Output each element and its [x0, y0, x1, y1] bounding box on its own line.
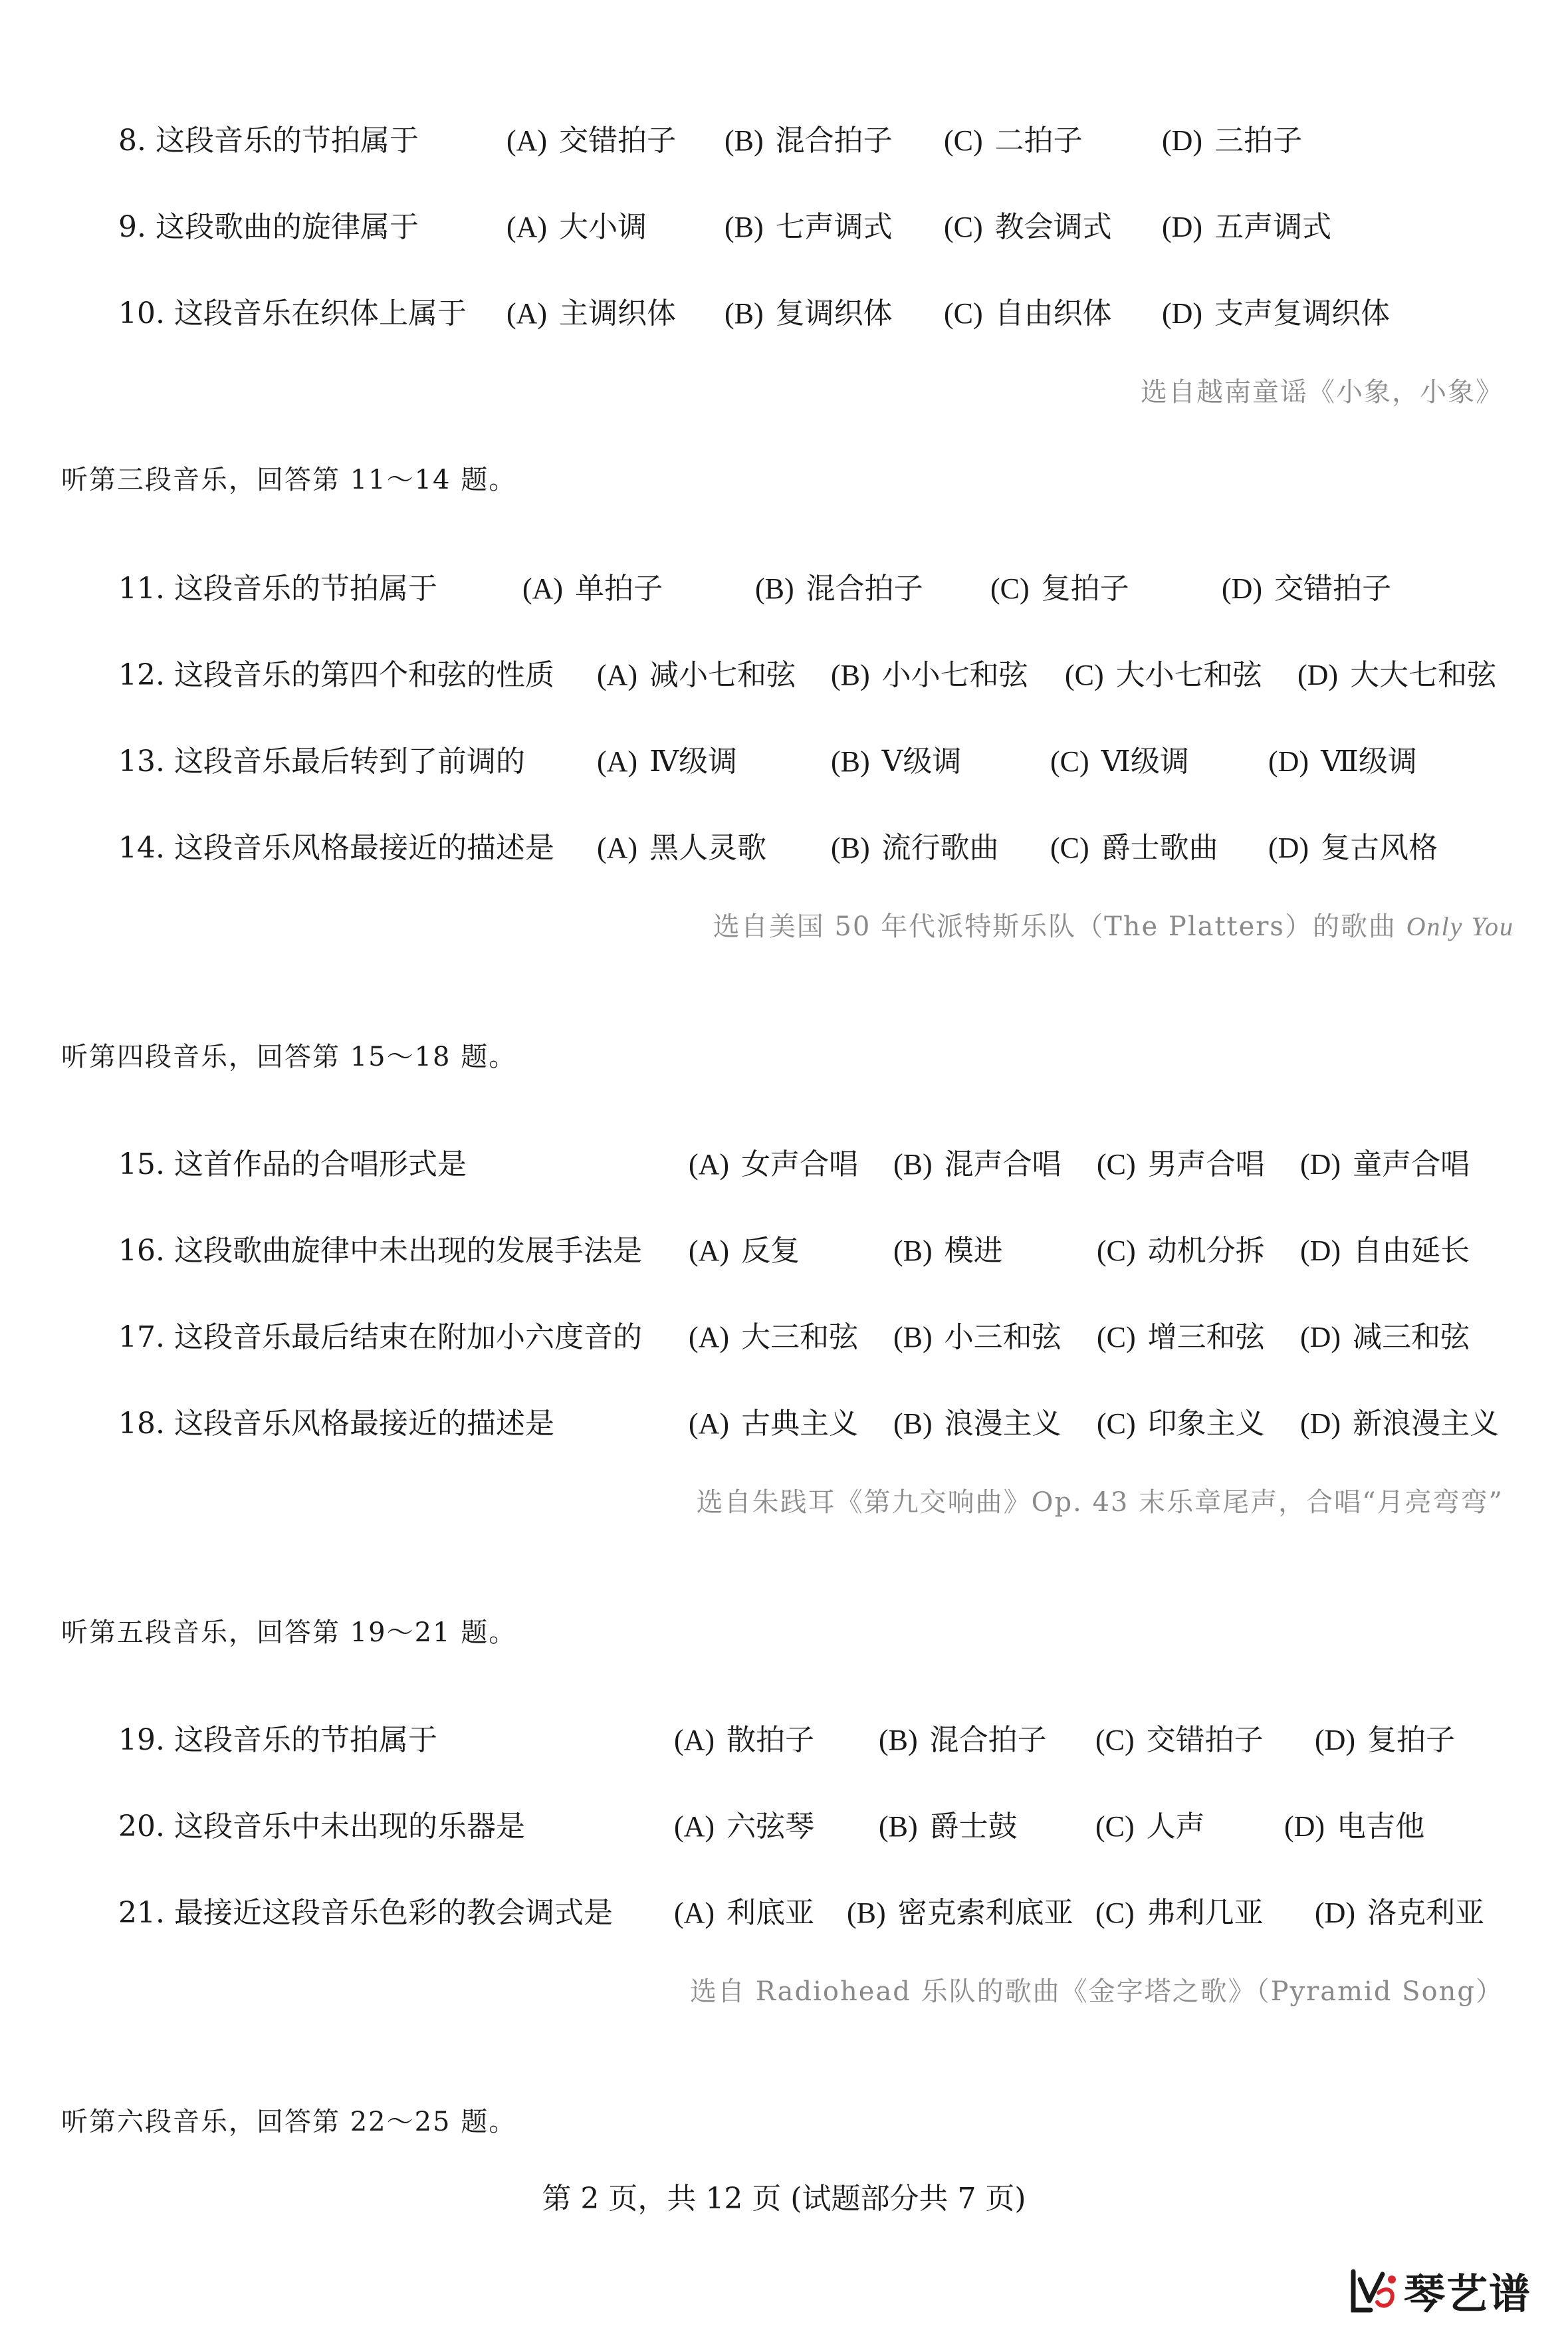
answer-option — [674, 1720, 814, 1760]
option-text: Ⅵ级调 — [1101, 745, 1189, 778]
option-text: 女声合唱 — [741, 1147, 859, 1181]
option-text: 主调织体 — [559, 296, 677, 330]
option-letter: (B) — [725, 297, 764, 330]
option-text: 交错拍子 — [1146, 1723, 1264, 1757]
option-letter: (A) — [689, 1321, 730, 1353]
answer-option — [1050, 742, 1189, 782]
answer-option — [506, 294, 676, 334]
option-text: 爵士歌曲 — [1101, 831, 1218, 865]
option-text: 大小七和弦 — [1115, 658, 1262, 692]
answer-option — [522, 569, 663, 609]
answer-option — [831, 655, 1028, 695]
option-letter: (B) — [831, 832, 870, 864]
option-text: 弗利几亚 — [1146, 1896, 1264, 1930]
option-text: 单拍子 — [575, 572, 663, 606]
option-letter: (A) — [506, 211, 548, 243]
option-letter: (C) — [1097, 1234, 1136, 1267]
option-text: 复拍子 — [1367, 1723, 1456, 1757]
option-letter: (C) — [944, 211, 983, 243]
question-stem: 17. 这段音乐最后结束在附加小六度音的 — [118, 1320, 642, 1354]
option-letter: (D) — [1297, 659, 1339, 691]
option-text: Ⅶ级调 — [1321, 745, 1417, 778]
watermark-logo — [1348, 2260, 1547, 2320]
option-letter: (B) — [725, 124, 764, 157]
answer-option — [847, 1893, 1073, 1933]
answer-option — [1300, 1145, 1470, 1185]
option-text: 教会调式 — [994, 210, 1112, 244]
option-letter: (A) — [597, 745, 638, 778]
option-text: 大三和弦 — [741, 1320, 859, 1354]
source-text: 选自 Radiohead 乐队的歌曲《金字塔之歌》（Pyramid Song） — [689, 1976, 1504, 2007]
question-stem: 9. 这段歌曲的旋律属于 — [118, 210, 419, 244]
option-text: 交错拍子 — [559, 124, 677, 158]
option-letter: (C) — [1095, 1897, 1135, 1929]
option-letter: (B) — [879, 1810, 918, 1843]
option-letter: (C) — [1095, 1724, 1135, 1756]
option-letter: (C) — [1097, 1148, 1136, 1181]
answer-option — [1315, 1893, 1484, 1933]
option-text: 混合拍子 — [929, 1723, 1047, 1757]
answer-option — [1268, 828, 1438, 868]
option-letter: (C) — [1050, 832, 1089, 864]
option-letter: (D) — [1162, 297, 1203, 330]
question-stem: 10. 这段音乐在织体上属于 — [118, 296, 467, 330]
answer-option — [879, 1720, 1047, 1760]
option-letter: (B) — [893, 1407, 933, 1440]
source-text: 选自朱践耳《第九交响曲》Op. 43 末乐章尾声，合唱“月亮弯弯” — [696, 1487, 1504, 1518]
option-letter: (D) — [1162, 211, 1203, 243]
question-stem: 11. 这段音乐的节拍属于 — [118, 572, 437, 606]
question-stem: 18. 这段音乐风格最接近的描述是 — [118, 1407, 554, 1441]
option-letter: (A) — [674, 1724, 715, 1756]
answer-option — [893, 1318, 1062, 1357]
answer-option — [1162, 121, 1302, 161]
answer-option — [1300, 1404, 1499, 1444]
option-letter: (C) — [1097, 1407, 1136, 1440]
option-text: 大小调 — [559, 210, 647, 244]
question-stem: 19. 这段音乐的节拍属于 — [118, 1723, 437, 1757]
option-text: Ⅳ级调 — [649, 745, 738, 778]
answer-option — [1162, 207, 1331, 247]
answer-option — [1095, 1720, 1264, 1760]
option-letter: (D) — [1300, 1407, 1341, 1440]
option-text: 古典主义 — [741, 1407, 859, 1441]
option-letter: (C) — [1097, 1321, 1136, 1353]
option-text: 动机分拆 — [1147, 1234, 1265, 1268]
option-letter: (A) — [689, 1407, 730, 1440]
answer-option — [689, 1231, 800, 1271]
question-stem: 20. 这段音乐中未出现的乐器是 — [118, 1809, 525, 1843]
option-text: 反复 — [741, 1234, 800, 1268]
answer-option — [689, 1404, 858, 1444]
answer-option — [1300, 1231, 1470, 1271]
option-letter: (A) — [506, 297, 548, 330]
answer-option — [1095, 1807, 1205, 1847]
answer-option — [990, 569, 1129, 609]
option-text: 减三和弦 — [1353, 1320, 1470, 1354]
answer-option — [1222, 569, 1391, 609]
section-heading: 听第四段音乐，回答第 15～18 题。 — [61, 1042, 517, 1072]
option-text: 支声复调织体 — [1214, 296, 1391, 330]
option-letter: (D) — [1300, 1321, 1341, 1353]
option-text: 自由织体 — [994, 296, 1112, 330]
question-stem: 14. 这段音乐风格最接近的描述是 — [118, 831, 554, 865]
option-text: Ⅴ级调 — [881, 745, 962, 778]
answer-option — [725, 207, 893, 247]
answer-option — [831, 828, 999, 868]
option-text: 复拍子 — [1041, 572, 1129, 606]
answer-option — [755, 569, 923, 609]
option-text: 二拍子 — [994, 124, 1083, 158]
answer-option — [944, 121, 1083, 161]
option-letter: (A) — [522, 572, 564, 605]
option-text: 增三和弦 — [1147, 1320, 1265, 1354]
option-letter: (C) — [1050, 745, 1089, 778]
section-heading: 听第五段音乐，回答第 19～21 题。 — [61, 1617, 517, 1648]
answer-option — [597, 655, 796, 695]
option-text: 交错拍子 — [1274, 572, 1392, 606]
qinyipu-logo-icon — [1348, 2264, 1401, 2317]
option-letter: (B) — [893, 1148, 933, 1181]
answer-option — [674, 1807, 814, 1847]
answer-option — [1095, 1893, 1264, 1933]
answer-option — [1268, 742, 1417, 782]
option-letter: (D) — [1222, 572, 1263, 605]
answer-option — [506, 121, 676, 161]
answer-option — [893, 1404, 1062, 1444]
option-text: 复调织体 — [775, 296, 893, 330]
option-letter: (C) — [1095, 1810, 1135, 1843]
answer-option — [1300, 1318, 1470, 1357]
option-text: 模进 — [944, 1234, 1003, 1268]
option-text: 五声调式 — [1214, 210, 1332, 244]
answer-option — [944, 294, 1112, 334]
answer-option — [893, 1145, 1062, 1185]
option-text: 六弦琴 — [727, 1809, 815, 1843]
answer-option — [879, 1807, 1018, 1847]
option-letter: (B) — [725, 211, 764, 243]
answer-option — [893, 1231, 1003, 1271]
option-text: 大大七和弦 — [1350, 658, 1497, 692]
option-letter: (D) — [1268, 745, 1309, 778]
question-stem: 16. 这段歌曲旋律中未出现的发展手法是 — [118, 1234, 642, 1268]
option-letter: (D) — [1300, 1234, 1341, 1267]
option-text: 人声 — [1146, 1809, 1205, 1843]
option-text: 童声合唱 — [1353, 1147, 1470, 1181]
option-text: 新浪漫主义 — [1353, 1407, 1500, 1441]
source-text: 选自美国 50 年代派特斯乐队（The Platters）的歌曲 — [713, 911, 1406, 942]
source-note — [1141, 374, 1504, 411]
option-text: 自由延长 — [1353, 1234, 1470, 1268]
option-text: 爵士鼓 — [929, 1809, 1018, 1843]
answer-option — [1097, 1404, 1265, 1444]
option-text: 黑人灵歌 — [649, 831, 767, 865]
section-heading: 听第三段音乐，回答第 11～14 题。 — [61, 465, 517, 495]
option-letter: (D) — [1268, 832, 1309, 864]
option-text: 密克索利底亚 — [897, 1896, 1073, 1930]
option-text: 混合拍子 — [775, 124, 893, 158]
question-stem: 13. 这段音乐最后转到了前调的 — [118, 745, 525, 778]
option-text: 复古风格 — [1321, 831, 1438, 865]
answer-option — [725, 121, 893, 161]
option-letter: (A) — [597, 659, 638, 691]
option-letter: (A) — [674, 1810, 715, 1843]
answer-option — [831, 742, 961, 782]
option-letter: (B) — [831, 659, 870, 691]
option-letter: (B) — [893, 1234, 933, 1267]
answer-option — [1315, 1720, 1455, 1760]
option-letter: (A) — [689, 1234, 730, 1267]
section-heading: 听第六段音乐，回答第 22～25 题。 — [61, 2107, 517, 2137]
question-stem: 8. 这段音乐的节拍属于 — [118, 124, 419, 158]
option-letter: (B) — [755, 572, 794, 605]
option-letter: (C) — [990, 572, 1030, 605]
option-letter: (B) — [879, 1724, 918, 1756]
answer-option — [597, 828, 766, 868]
source-text: 选自越南童谣《小象，小象》 — [1141, 377, 1504, 408]
option-letter: (D) — [1315, 1724, 1356, 1756]
answer-option — [674, 1893, 814, 1933]
option-text: 混声合唱 — [944, 1147, 1062, 1181]
answer-option — [725, 294, 893, 334]
option-letter: (A) — [674, 1897, 715, 1929]
option-text: 男声合唱 — [1147, 1147, 1265, 1181]
answer-option — [1097, 1318, 1265, 1357]
option-text: 流行歌曲 — [881, 831, 999, 865]
source-note — [690, 1973, 1504, 2010]
answer-option — [1284, 1807, 1424, 1847]
option-letter: (A) — [689, 1148, 730, 1181]
option-letter: (D) — [1315, 1897, 1356, 1929]
answer-option — [1097, 1145, 1265, 1185]
answer-option — [1162, 294, 1390, 334]
option-text: 小三和弦 — [944, 1320, 1062, 1354]
question-stem: 12. 这段音乐的第四个和弦的性质 — [118, 658, 554, 692]
option-letter: (D) — [1162, 124, 1203, 157]
option-text: 七声调式 — [775, 210, 893, 244]
source-title-italic: Only You — [1406, 911, 1514, 941]
option-letter: (A) — [506, 124, 548, 157]
option-letter: (C) — [944, 297, 983, 330]
option-text: 三拍子 — [1214, 124, 1303, 158]
option-letter: (D) — [1300, 1148, 1341, 1181]
option-text: 散拍子 — [727, 1723, 815, 1757]
option-letter: (B) — [831, 745, 870, 778]
option-letter: (B) — [847, 1897, 886, 1929]
answer-option — [689, 1145, 858, 1185]
page-footer: 第 2 页，共 12 页 (试题部分共 7 页) — [542, 2182, 1026, 2216]
answer-option — [689, 1318, 858, 1357]
answer-option — [944, 207, 1112, 247]
answer-option — [1050, 828, 1218, 868]
answer-option — [1097, 1231, 1265, 1271]
answer-option — [597, 742, 737, 782]
option-letter: (D) — [1284, 1810, 1325, 1843]
source-note — [713, 908, 1514, 945]
option-text: 浪漫主义 — [944, 1407, 1062, 1441]
logo-text: 琴艺谱 — [1404, 2269, 1532, 2318]
option-text: 小小七和弦 — [881, 658, 1028, 692]
answer-option — [506, 207, 647, 247]
option-letter: (B) — [893, 1321, 933, 1353]
option-text: 印象主义 — [1147, 1407, 1265, 1441]
source-note — [697, 1484, 1504, 1521]
answer-option — [1065, 655, 1262, 695]
option-letter: (C) — [1065, 659, 1104, 691]
option-text: 利底亚 — [727, 1896, 815, 1930]
option-text: 减小七和弦 — [649, 658, 796, 692]
option-text: 电吉他 — [1337, 1809, 1425, 1843]
answer-option — [1297, 655, 1496, 695]
option-text: 混合拍子 — [806, 572, 923, 606]
option-letter: (C) — [944, 124, 983, 157]
question-stem: 15. 这首作品的合唱形式是 — [118, 1147, 467, 1181]
question-stem: 21. 最接近这段音乐色彩的教会调式是 — [118, 1896, 613, 1930]
option-text: 洛克利亚 — [1367, 1896, 1485, 1930]
option-letter: (A) — [597, 832, 638, 864]
